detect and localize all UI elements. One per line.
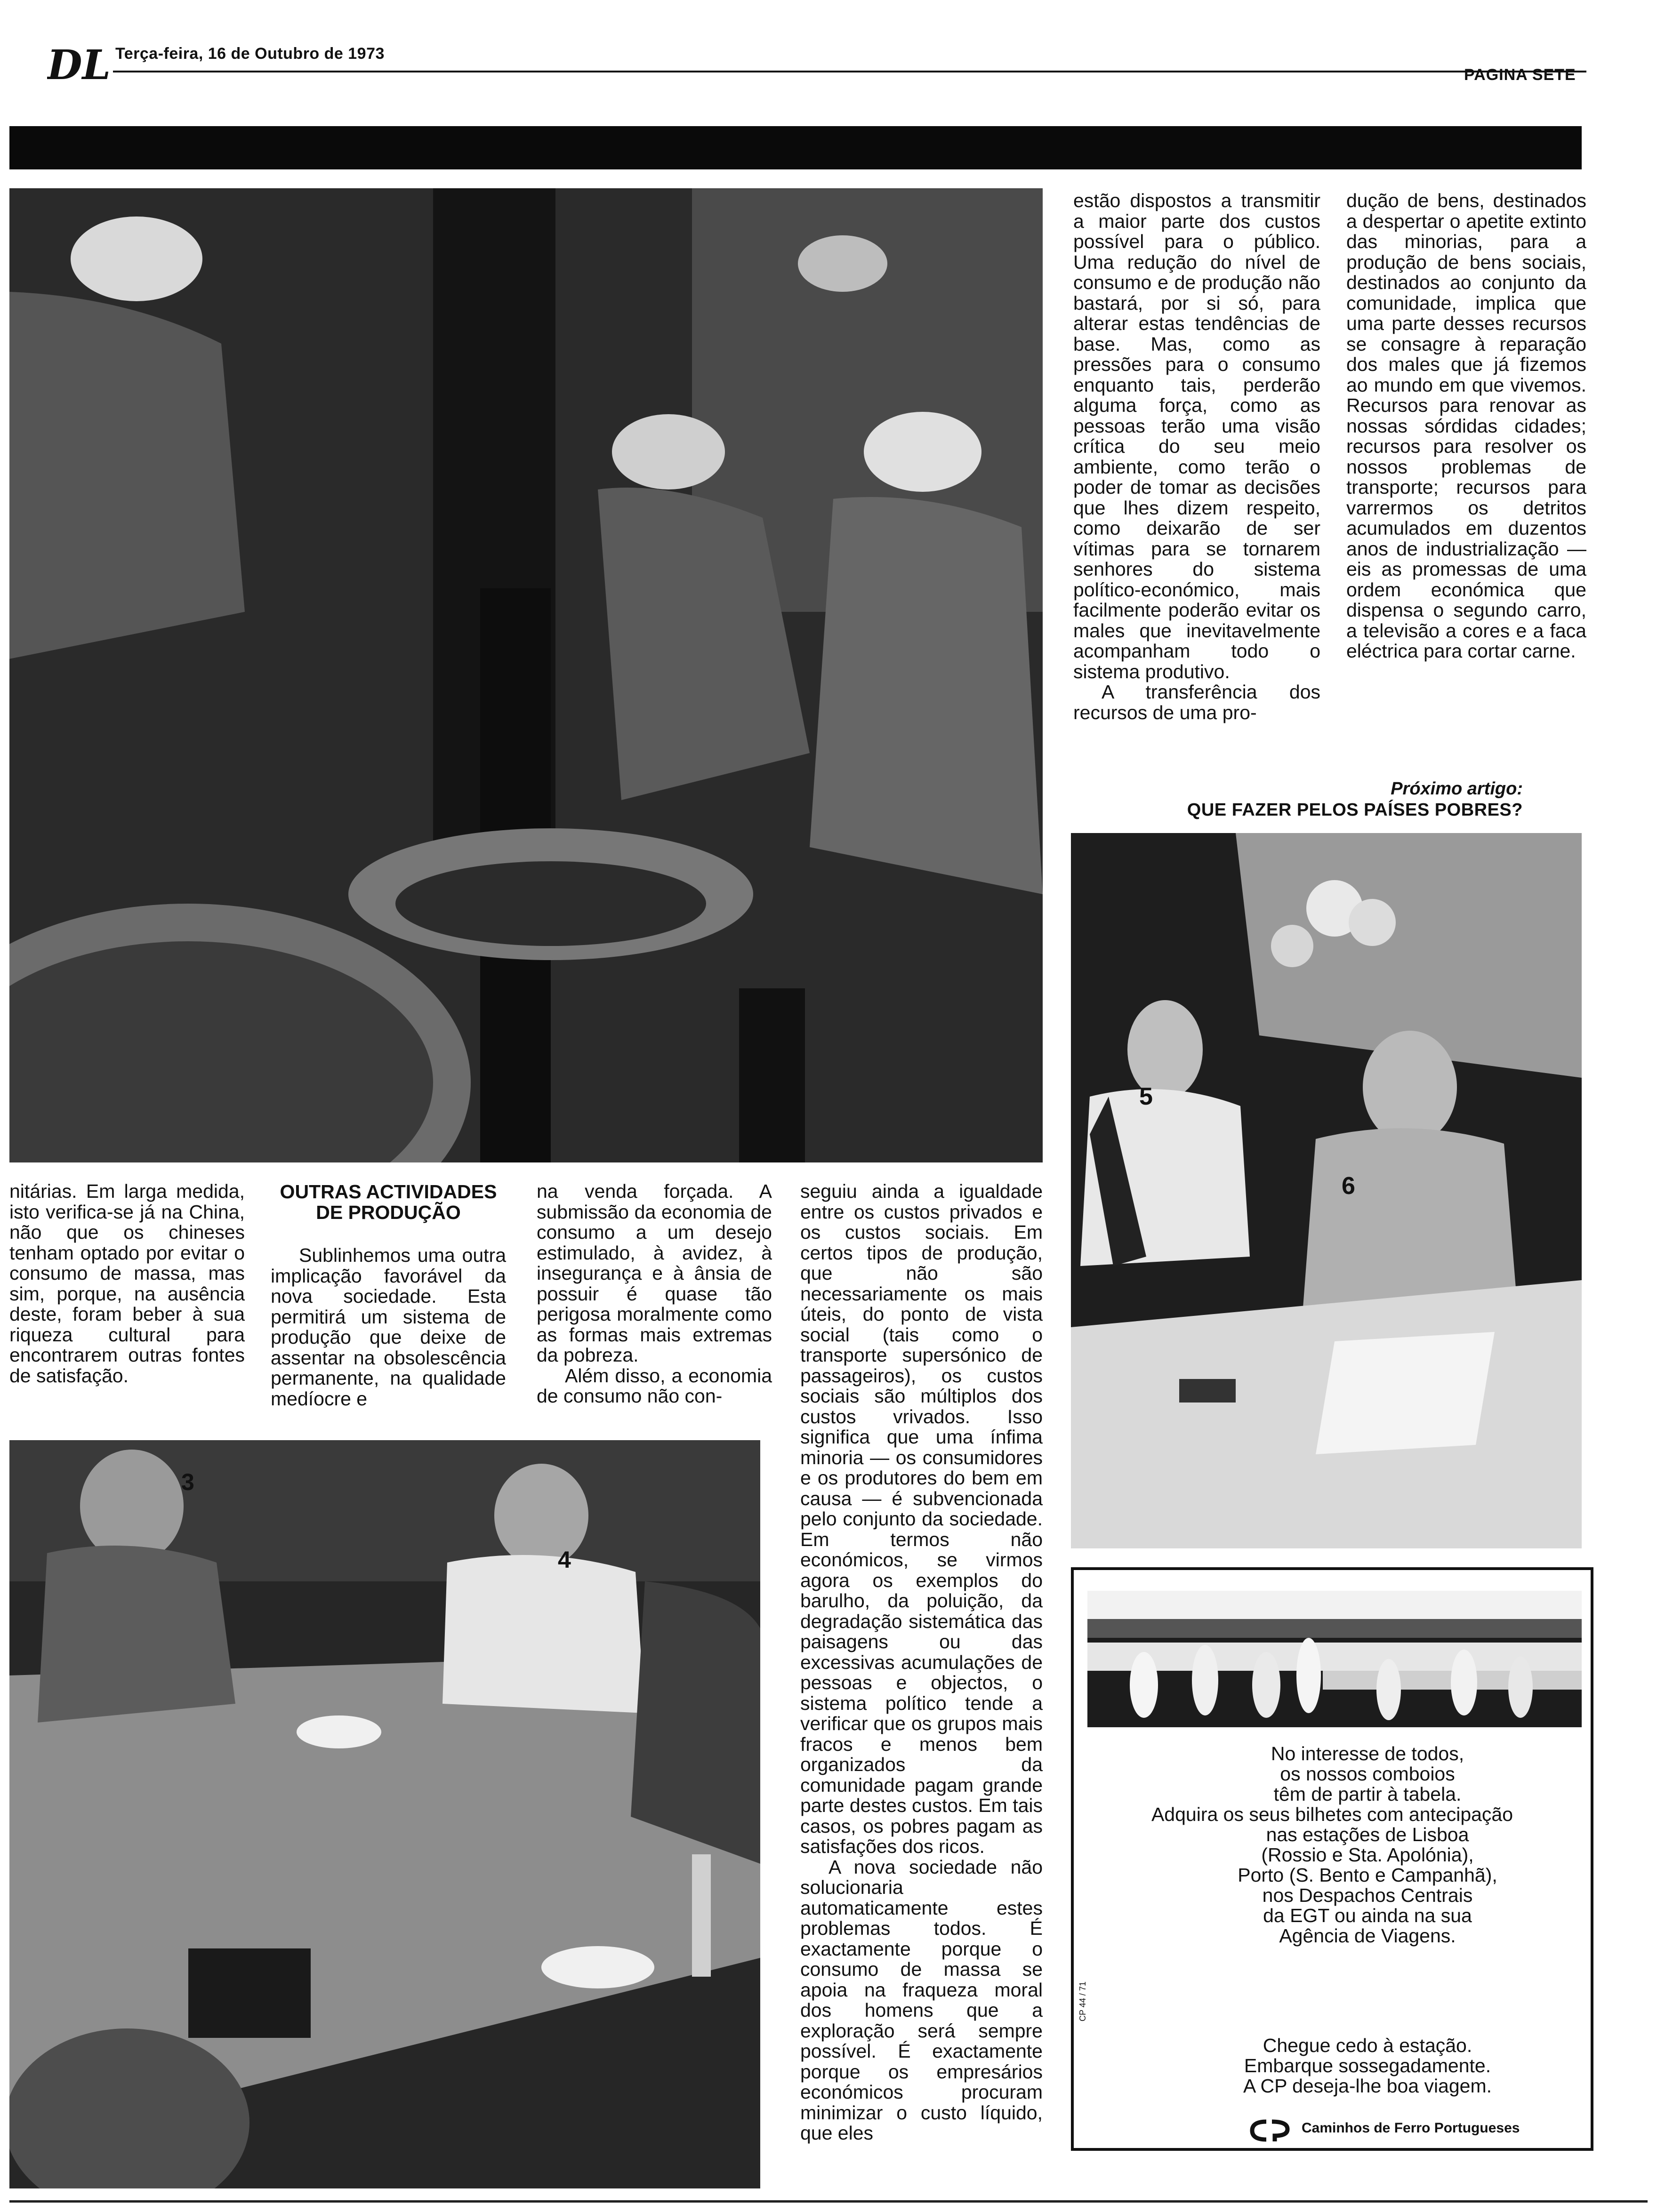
person-number-3: 3 xyxy=(181,1469,194,1495)
article-column-right-2 xyxy=(1346,191,1586,662)
person-number-6: 6 xyxy=(1342,1172,1355,1200)
ad-line: da EGT ou ainda na sua xyxy=(1263,1905,1472,1926)
bottom-rule xyxy=(9,2200,1648,2203)
next-article-label: Próximo artigo: xyxy=(1391,779,1523,799)
article-paragraph: A nova sociedade não solucionaria automaticamente estes problemas todos. É exactamente porque o consumo de massa se apoia na fraqueza moral dos homens que a exploração será sempre possível. É exactamente porque os empresários económicos procuram minimizar o custo líquido, que eles xyxy=(800,1856,1043,2144)
article-paragraph: dução de bens, destinados a despertar o apetite extinto das minorias, para a produção de bens sociais, destinados ao conjunto da comunidade, implica que uma parte desses recursos se consagre à reparação dos males que já fizemos ao mundo em que vivemos. Recursos para renovar as nossas sórdidas cidades; recursos para resolver os nossos problemas de transporte; recursos para varrermos os detritos acumulados em duzentos anos de industrialização — eis as promessas de uma ordem económica que dispensa o segundo carro, a televisão a cores e a faca eléctrica para cortar carne. xyxy=(1346,190,1586,662)
svg-text:DL: DL xyxy=(47,41,108,89)
ad-code: CP 44 / 71 xyxy=(1078,1981,1087,2021)
issue-date: Terça-feira, 16 de Outubro de 1973 xyxy=(115,45,385,63)
article-paragraph: A transferência dos recursos de uma pro- xyxy=(1073,681,1320,723)
article-paragraph: estão dispostos a transmitir a maior parte dos custos possível para o público. Uma redução do nível de consumo e de produção não bastará, por si só, para alterar estas tendências de base. Mas, como as pressões para o consumo enquanto tais, perderão alguma força, como as pessoas terão uma visão crítica do seu meio ambiente, como terão o poder de tomar as decisões que lhes dizem respeito, como deixarão de ser vítimas para se tornarem senhores do sistema político-económico, mais facilmente poderão evitar os males que inevitavelmente acompanham todo o sistema produtivo. xyxy=(1073,190,1320,682)
photo-workers xyxy=(9,188,1043,1162)
person-number-4: 4 xyxy=(558,1547,571,1573)
article-column-c xyxy=(537,1181,772,1407)
section-subheading: OUTRAS ACTIVIDADES DE PRODUÇÃO xyxy=(280,1181,497,1223)
ad-copy-block-2 xyxy=(1078,1804,1586,1825)
article-paragraph: seguiu ainda a igualdade entre os custos privados e os custos sociais. Em certos tipos de produção, que não são necessariamente os mais úteis, do ponto de vista social (tais como o transporte supersónico de passageiros), os custos sociais são múltiplos dos custos vrivados. Isso significa que uma ínfima minoria — os consumidores e os produtores do bem em causa — é subvencionada pelo conjunto da sociedade. Em termos não económicos, se virmos agora os exemplos do barulho, da poluição, da degradação sistemática das paisagens ou das excessivas acumulações de pessoas e objectos, o sistema político tende a verificar que os grupos mais fracos e menos bem organizados da comunidade pagam grande parte destes custos. Em tais casos, os pobres pagam as satisfações dos ricos. xyxy=(800,1180,1043,1857)
section-bar xyxy=(9,126,1582,169)
ad-line: os nossos comboios xyxy=(1280,1763,1455,1785)
article-paragraph: Sublinhemos uma outra implicação favorável da nova sociedade. Esta permitirá um sistema de produção que deixe de assentar na obsolescência permanente, na qualidade medíocre e xyxy=(271,1244,506,1410)
ad-line: Adquira os seus bilhetes com antecipação xyxy=(1151,1803,1513,1825)
newspaper-logo xyxy=(47,38,108,89)
article-column-d xyxy=(800,1181,1043,2144)
article-column-b xyxy=(271,1181,506,1409)
photo-meeting xyxy=(9,1440,760,2188)
ad-line: Chegue cedo à estação. xyxy=(1263,2035,1472,2056)
ad-copy-block-1 xyxy=(1205,1744,1530,1804)
cp-brand-name: Caminhos de Ferro Portugueses xyxy=(1302,2120,1520,2136)
ad-line: nos Despachos Centrais xyxy=(1262,1884,1473,1906)
article-paragraph: nitárias. Em larga medida, isto verifica-se já na China, não que os chineses tenham optado por evitar o consumo de massa, mas sim, porque, na ausência deste, foram beber à sua riqueza cultural para encontrarem outras fontes de satisfação. xyxy=(9,1180,245,1387)
photo-man-woman xyxy=(1071,833,1582,1548)
article-paragraph: Além disso, a economia de consumo não con- xyxy=(537,1364,772,1407)
masthead-rule xyxy=(113,71,1586,72)
cp-logo-icon xyxy=(1247,2118,1292,2144)
ad-line: nas estações de Lisboa xyxy=(1266,1824,1469,1845)
next-article-title: QUE FAZER PELOS PAÍSES POBRES? xyxy=(1187,800,1523,820)
ad-line: (Rossio e Sta. Apolónia), xyxy=(1261,1844,1474,1866)
ad-copy-block-3 xyxy=(1205,1825,1530,1946)
article-column-a xyxy=(9,1181,245,1386)
ad-copy-block-4 xyxy=(1205,2036,1530,2096)
ad-line: têm de partir à tabela. xyxy=(1273,1783,1462,1805)
ad-line: Embarque sossegadamente. xyxy=(1244,2055,1491,2076)
article-column-right-1 xyxy=(1073,191,1320,723)
page-label: PAGINA SETE xyxy=(1464,66,1576,84)
article-paragraph: na venda forçada. A submissão da economia de consumo a um desejo estimulado, à avidez, à insegurança e à ânsia de possuir é quase tão perigosa moralmente como as formas mais extremas da pobreza. xyxy=(537,1180,772,1366)
ad-photo-railway-station xyxy=(1087,1591,1582,1727)
ad-line: Porto (S. Bento e Campanhã), xyxy=(1238,1864,1497,1886)
person-number-5: 5 xyxy=(1139,1083,1153,1110)
ad-line: Agência de Viagens. xyxy=(1279,1925,1456,1947)
ad-line: A CP deseja-lhe boa viagem. xyxy=(1243,2075,1492,2097)
ad-line: No interesse de todos, xyxy=(1271,1743,1464,1764)
